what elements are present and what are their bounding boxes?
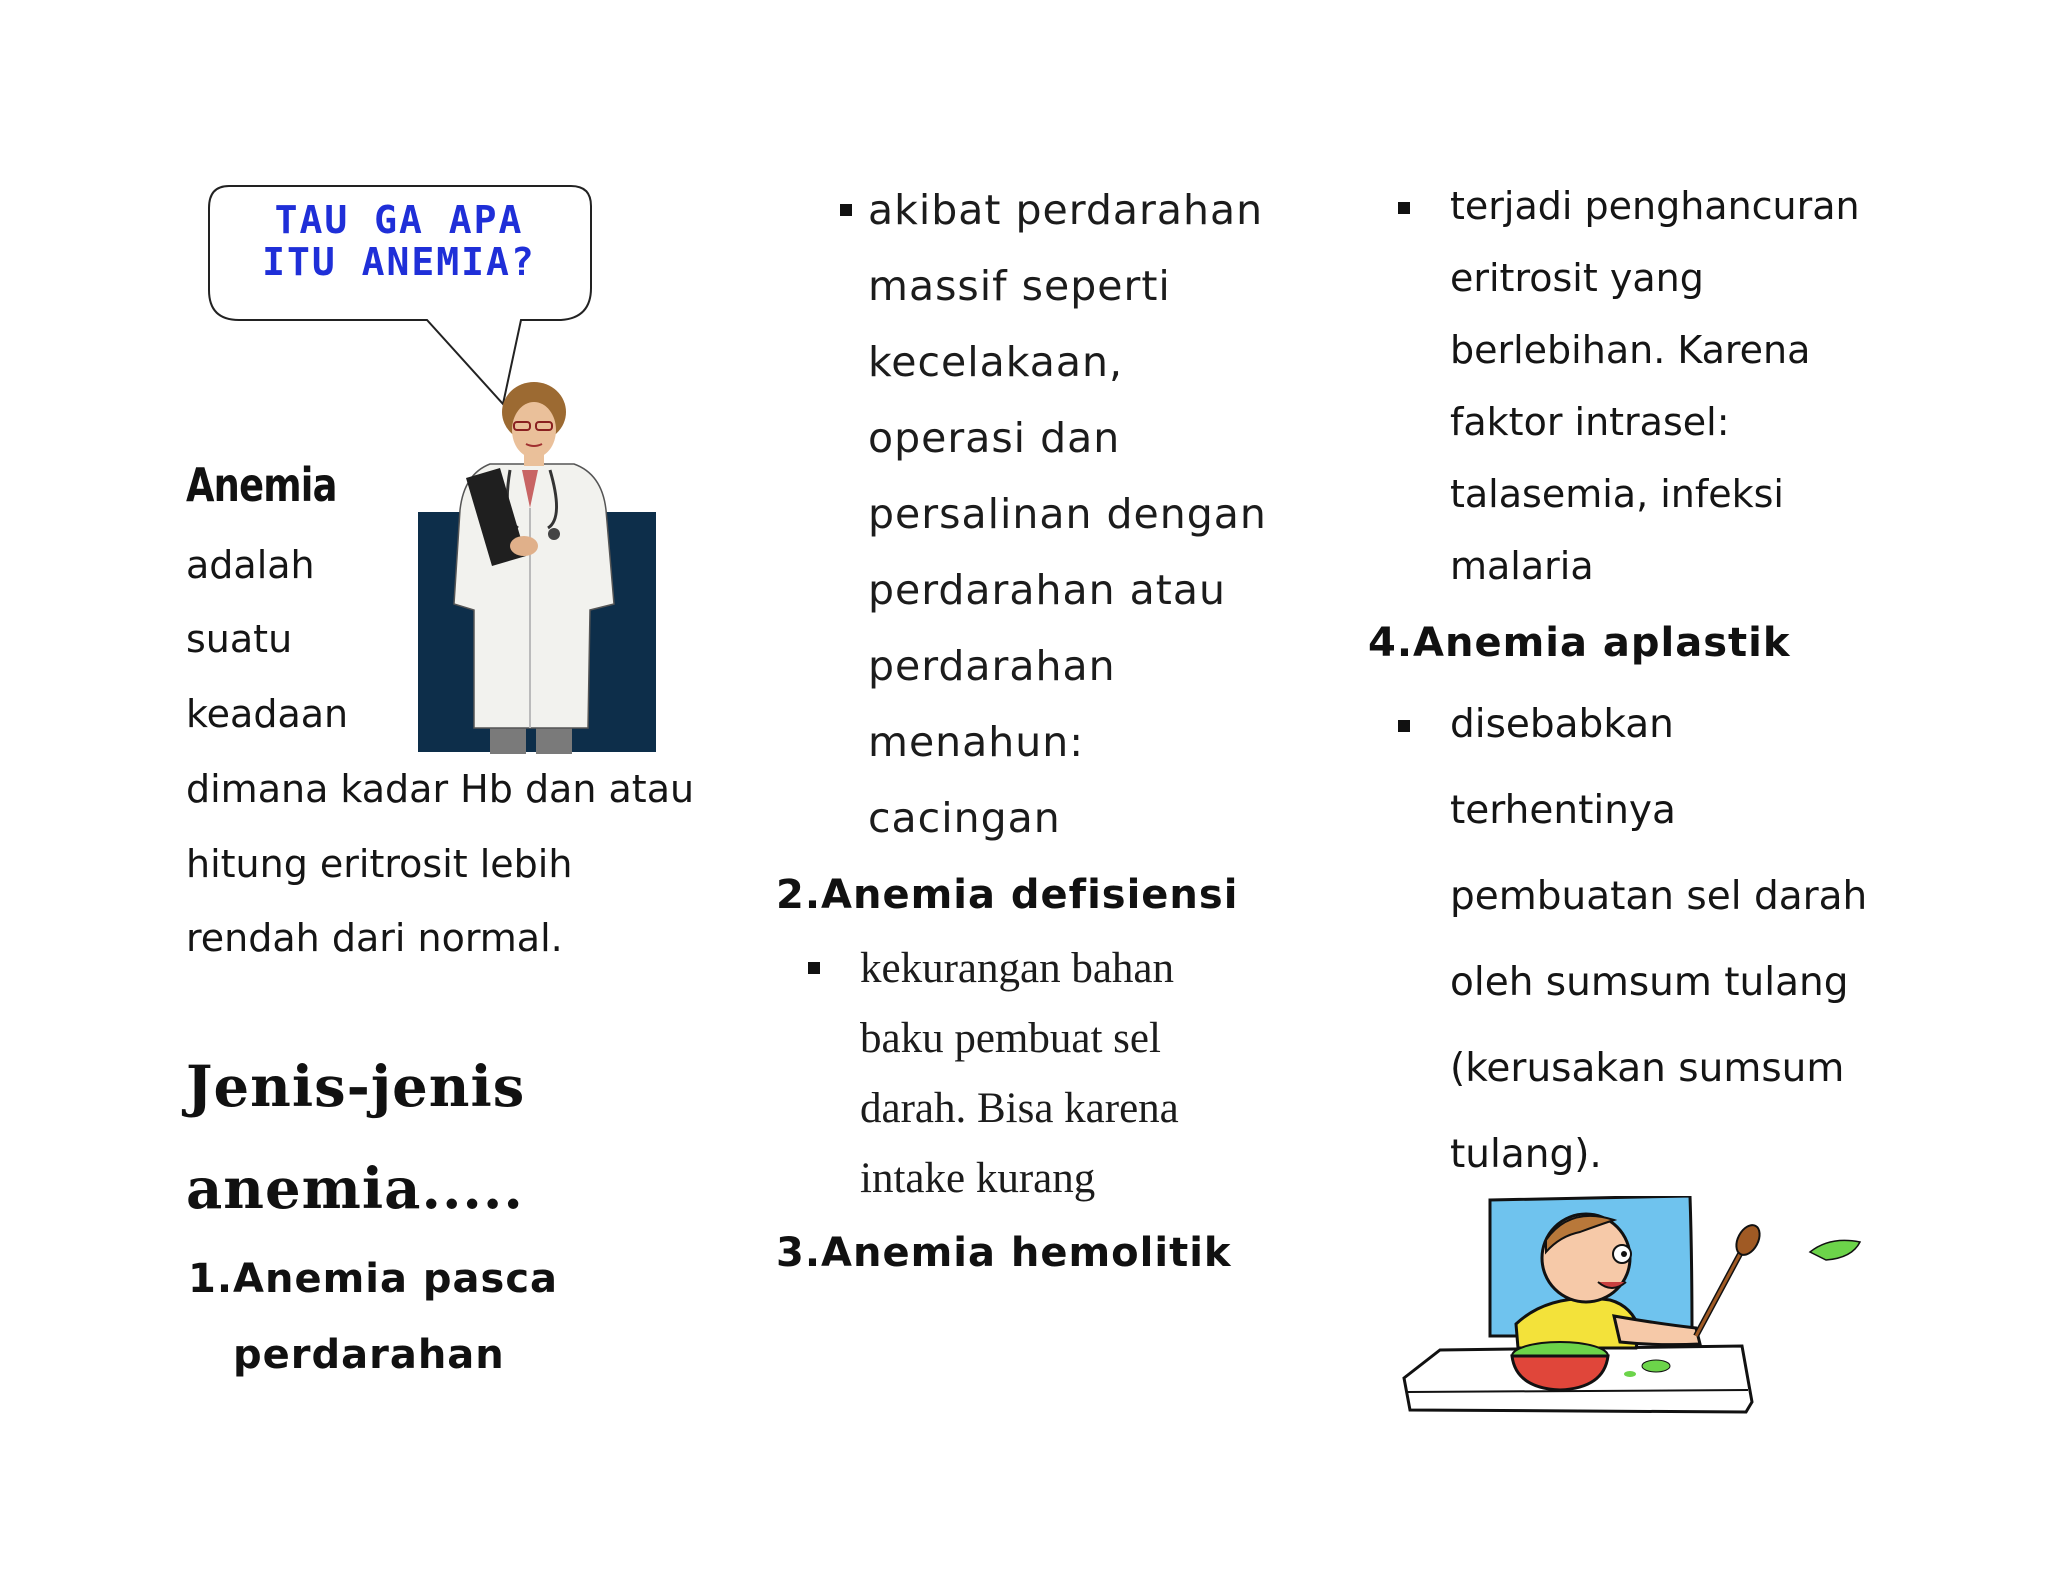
anemia-heading: Anemia xyxy=(186,458,337,512)
bubble-line-2: ITU ANEMIA? xyxy=(262,240,536,284)
definition-line-1: adalah xyxy=(186,543,315,587)
definition-line-2: suatu xyxy=(186,617,293,661)
item-3-heading: 3.Anemia hemolitik xyxy=(776,1230,1232,1276)
bullet3-line-3: berlebihan. Karena xyxy=(1450,328,1811,372)
definition-line-6: rendah dari normal. xyxy=(186,916,563,960)
bullet2-line-1: kekurangan bahan xyxy=(860,945,1174,992)
definition-line-4: dimana kadar Hb dan atau xyxy=(186,767,695,811)
bullet4-line-6: tulang). xyxy=(1450,1132,1602,1177)
bullet1-line-5: persalinan dengan xyxy=(868,490,1267,538)
baby-eating-illustration-icon xyxy=(1400,1196,1870,1420)
bullet3-line-4: faktor intrasel: xyxy=(1450,400,1730,444)
bullet2-line-2: baku pembuat sel xyxy=(860,1015,1161,1062)
bullet-marker xyxy=(840,204,852,216)
bullet1-line-7: perdarahan xyxy=(868,642,1116,690)
bullet-marker xyxy=(1398,720,1410,732)
bullet4-line-5: (kerusakan sumsum xyxy=(1450,1046,1845,1091)
bullet3-line-2: eritrosit yang xyxy=(1450,256,1704,300)
bullet1-line-4: operasi dan xyxy=(868,414,1121,462)
item-1-heading-cont: perdarahan xyxy=(233,1332,505,1378)
bubble-line-1: TAU GA APA xyxy=(274,198,524,242)
bullet1-line-9: cacingan xyxy=(868,794,1061,842)
bullet4-line-2: terhentinya xyxy=(1450,788,1676,833)
bullet3-line-6: malaria xyxy=(1450,544,1594,588)
item-4-heading: 4.Anemia aplastik xyxy=(1368,620,1791,666)
item-1-heading: 1.Anemia pasca xyxy=(188,1256,559,1302)
bullet4-line-4: oleh sumsum tulang xyxy=(1450,960,1849,1005)
item-2-heading: 2.Anemia defisiensi xyxy=(776,872,1239,918)
bullet2-line-3: darah. Bisa karena xyxy=(860,1085,1179,1132)
bullet-marker xyxy=(808,962,820,974)
jenis-heading-line-2: anemia..... xyxy=(186,1156,524,1222)
bullet4-line-1: disebabkan xyxy=(1450,702,1674,747)
doctor-illustration-icon xyxy=(418,378,658,754)
bullet1-line-2: massif seperti xyxy=(868,262,1171,310)
definition-line-5: hitung eritrosit lebih xyxy=(186,842,573,886)
definition-line-3: keadaan xyxy=(186,692,349,736)
bullet1-line-8: menahun: xyxy=(868,718,1085,766)
bullet1-line-3: kecelakaan, xyxy=(868,338,1124,386)
bullet-marker xyxy=(1398,202,1410,214)
bullet3-line-1: terjadi penghancuran xyxy=(1450,184,1860,228)
bullet1-line-6: perdarahan atau xyxy=(868,566,1226,614)
jenis-heading-line-1: Jenis-jenis xyxy=(186,1054,526,1120)
bullet4-line-3: pembuatan sel darah xyxy=(1450,874,1868,919)
bullet3-line-5: talasemia, infeksi xyxy=(1450,472,1784,516)
bullet2-line-4: intake kurang xyxy=(860,1155,1096,1202)
bullet1-line-1: akibat perdarahan xyxy=(868,186,1264,234)
